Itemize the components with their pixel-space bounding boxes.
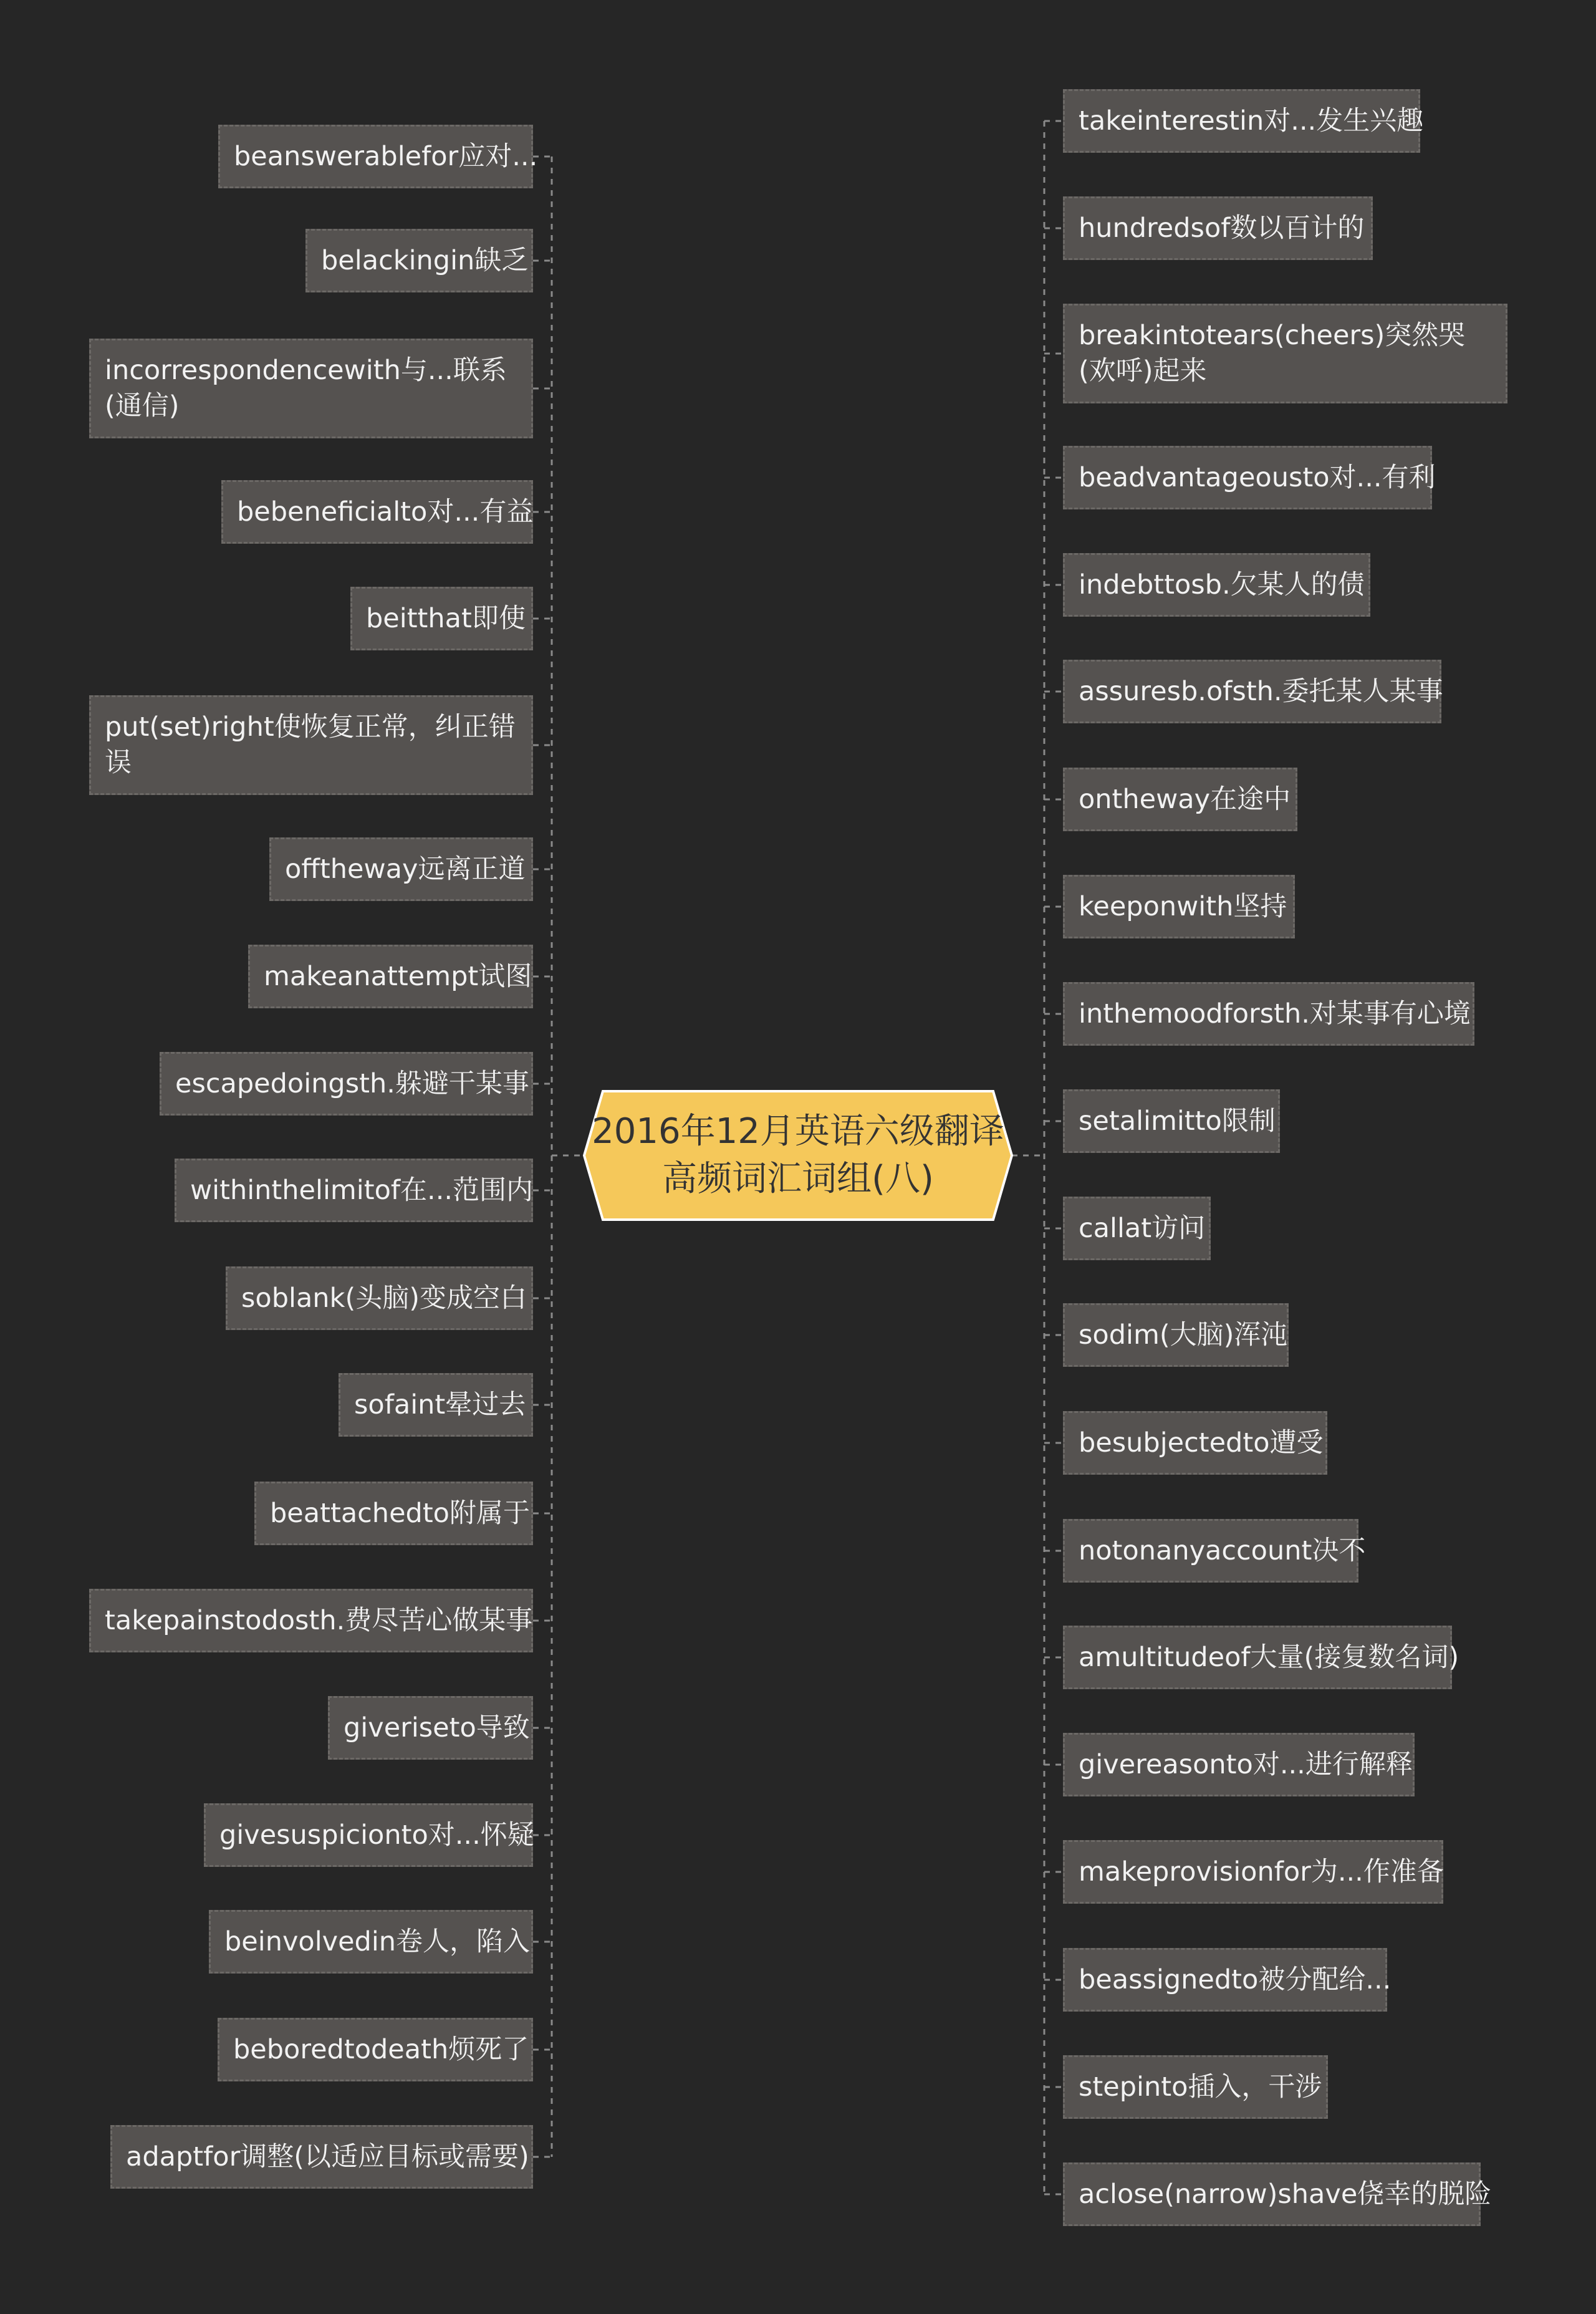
left-topic-node[interactable]: belackingin缺乏 <box>305 229 533 292</box>
left-topic-node[interactable]: withinthelimitof在...范围内 <box>175 1159 533 1222</box>
left-topic-node[interactable]: beanswerablefor应对... <box>218 125 533 188</box>
left-topic-node[interactable]: sofaint晕过去 <box>339 1373 533 1437</box>
right-topic-node[interactable]: stepinto插入，干涉 <box>1063 2055 1328 2119</box>
left-topic-node[interactable]: adaptfor调整(以适应目标或需要) <box>110 2125 533 2189</box>
left-topic-node[interactable]: beattachedto附属于 <box>254 1482 533 1545</box>
left-topic-node[interactable]: offtheway远离正道 <box>269 837 533 901</box>
right-topic-node[interactable]: assuresb.ofsth.委托某人某事 <box>1063 660 1441 723</box>
left-topic-node[interactable]: givesuspicionto对...怀疑 <box>204 1803 533 1867</box>
left-topic-node[interactable]: soblank(头脑)变成空白 <box>226 1266 533 1330</box>
right-topic-node[interactable]: indebttosb.欠某人的债 <box>1063 553 1370 617</box>
right-topic-node[interactable]: amultitudeof大量(接复数名词) <box>1063 1626 1452 1689</box>
root-title <box>570 1089 1026 1222</box>
left-topic-node[interactable]: escapedoingsth.躲避干某事 <box>160 1052 533 1116</box>
right-topic-node[interactable]: besubjectedto遭受 <box>1063 1411 1327 1475</box>
right-topic-node[interactable]: givereasonto对...进行解释 <box>1063 1733 1415 1796</box>
right-topic-node[interactable]: hundredsof数以百计的 <box>1063 196 1373 260</box>
left-topic-node[interactable]: beboredtodeath烦死了 <box>218 2018 533 2081</box>
right-topic-node[interactable]: inthemoodforsth.对某事有心境 <box>1063 982 1474 1046</box>
left-topic-node[interactable]: makeanattempt试图 <box>248 945 533 1008</box>
right-topic-node[interactable]: sodim(大脑)浑沌 <box>1063 1303 1289 1367</box>
right-topic-node[interactable]: ontheway在途中 <box>1063 768 1297 831</box>
left-topic-node[interactable]: takepainstodosth.费尽苦心做某事 <box>89 1589 533 1652</box>
left-topic-node[interactable]: giveriseto导致 <box>328 1696 533 1760</box>
right-topic-node[interactable]: setalimitto限制 <box>1063 1089 1280 1153</box>
right-topic-node[interactable]: aclose(narrow)shave侥幸的脱险 <box>1063 2162 1481 2226</box>
right-topic-node[interactable]: callat访问 <box>1063 1197 1211 1260</box>
right-topic-node[interactable]: makeprovisionfor为...作准备 <box>1063 1840 1443 1904</box>
right-topic-node[interactable]: takeinterestin对...发生兴趣 <box>1063 89 1420 153</box>
right-topic-node[interactable]: beadvantageousto对...有利 <box>1063 446 1432 509</box>
left-topic-node[interactable]: incorrespondencewith与...联系(通信) <box>89 339 533 438</box>
left-topic-node[interactable]: put(set)right使恢复正常，纠正错误 <box>89 695 533 795</box>
right-topic-node[interactable]: notonanyaccount决不 <box>1063 1519 1358 1583</box>
right-topic-node[interactable]: breakintotears(cheers)突然哭(欢呼)起来 <box>1063 304 1507 403</box>
root-node[interactable] <box>570 1089 1026 1222</box>
root-title-line2: 高频词汇词组(八) <box>662 1159 934 1199</box>
left-topic-node[interactable]: bebeneficialto对...有益 <box>221 480 533 544</box>
left-topic-node[interactable]: beinvolvedin卷人，陷入 <box>209 1910 533 1974</box>
root-title-line1: 2016年12月英语六级翻译 <box>592 1111 1004 1152</box>
right-topic-node[interactable]: keeponwith坚持 <box>1063 875 1295 938</box>
right-topic-node[interactable]: beassignedto被分配给... <box>1063 1948 1387 2012</box>
left-topic-node[interactable]: beitthat即使 <box>350 587 533 650</box>
